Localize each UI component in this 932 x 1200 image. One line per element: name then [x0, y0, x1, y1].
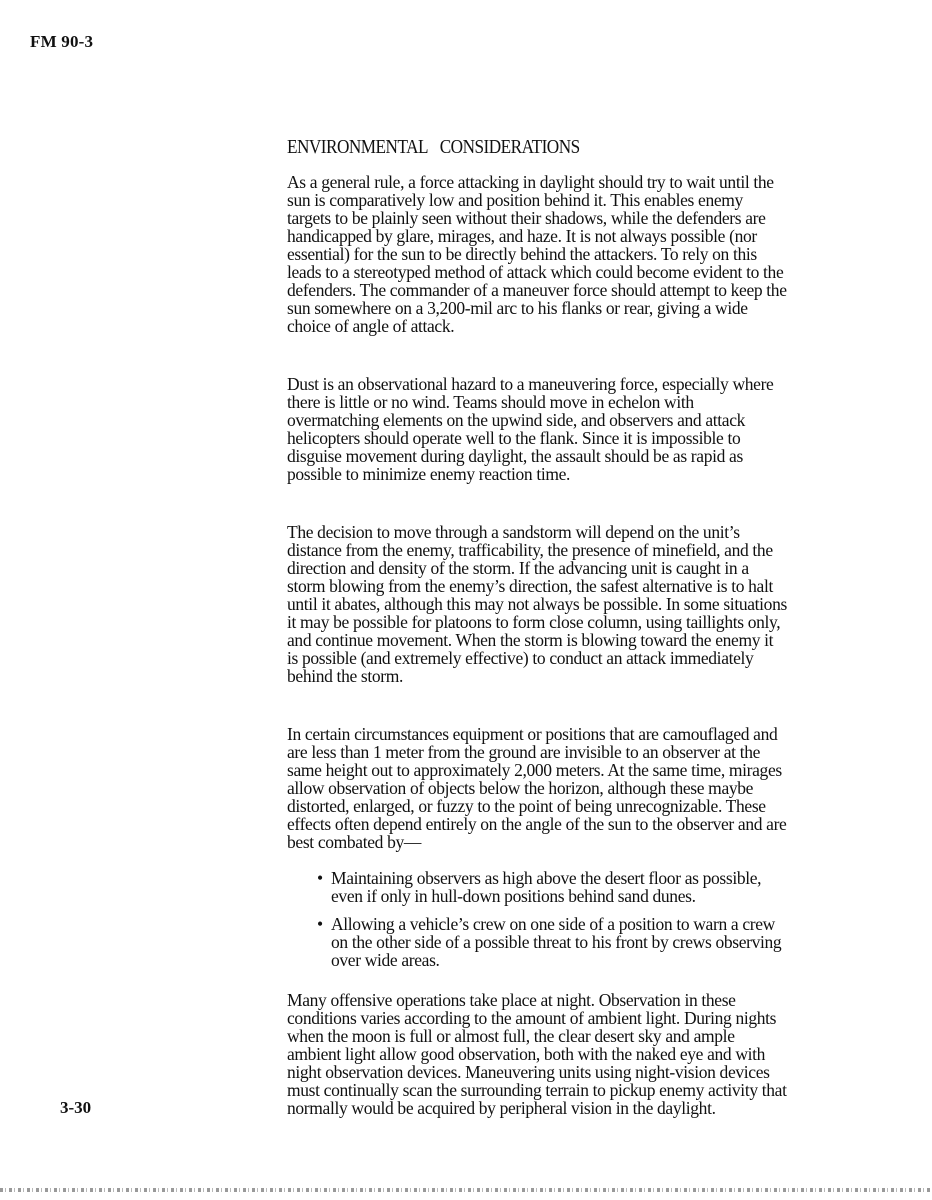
paragraph-night-operations: Many offensive operations take place at night. Observation in these conditions varies according to the amount of ambient light. During nights when the moon is full or almost full, the clear desert sky and ample ambient light allow good observation, both with the naked eye and with night observation devices. Maneuvering units using night-vision devices must continually scan the surrounding terrain to pickup enemy activity that normally would be acquired by peripheral vision in the daylight. — [287, 990, 787, 1118]
document-body — [287, 136, 787, 1117]
scan-artifact-line — [0, 1188, 932, 1192]
paragraph-camouflage-mirages: In certain circumstances equipment or positions that are camouflaged and are less than 1 meter from the ground are invisible to an observer at the same height out to approximately 2,000 meters. At the same time, mirages allow observation of objects below the horizon, although these maybe distorted, enlarged, or fuzzy to the point of being unrecognizable. These effects often depend entirely on the angle of the sun to the observer and are best combated by— — [287, 724, 787, 852]
bullet-text: Allowing a vehicle’s crew on one side of a position to warn a crew on the other side of a possible threat to his front by crews observing over wide areas. — [331, 914, 782, 970]
bullet-list — [287, 869, 787, 969]
bullet-icon: • — [317, 914, 323, 934]
bullet-text: Maintaining observers as high above the desert floor as possible, even if only in hull-down positions behind sand dunes. — [331, 868, 762, 906]
bullet-item-observers-height — [315, 869, 787, 905]
section-title: ENVIRONMENTAL CONSIDERATIONS — [287, 136, 580, 158]
manual-code-header: FM 90-3 — [30, 32, 94, 51]
paragraph-dust-hazard: Dust is an observational hazard to a maneuvering force, especially where there is little or no wind. Teams should move in echelon with overmatching elements on the upwind side, and observers and attack helicopters should operate well to the flank. Since it is impossible to disguise movement during daylight, the assault should be as rapid as possible to minimize enemy reaction time. — [287, 374, 774, 484]
page-number: 3-30 — [60, 1098, 92, 1117]
paragraph-sandstorm: The decision to move through a sandstorm will depend on the unit’s distance from the enemy, trafficability, the presence of minefield, and the direction and density of the storm. If the advancing unit is caught in a storm blowing from the enemy’s direction, the safest alternative is to halt until it abates, although this may not always be possible. In some situations it may be possible for platoons to form close column, using taillights only, and continue movement. When the storm is blowing toward the enemy it is possible (and extremely effective) to conduct an attack immediately behind the storm. — [287, 522, 787, 686]
paragraph-sun-position: As a general rule, a force attacking in daylight should try to wait until the sun is comparatively low and position behind it. This enables enemy targets to be plainly seen without their shadows, while the defenders are handicapped by glare, mirages, and haze. It is not always possible (nor essential) for the sun to be directly behind the attackers. To rely on this leads to a stereotyped method of attack which could become evident to the defenders. The commander of a maneuver force should attempt to keep the sun somewhere on a 3,200-mil arc to his flanks or rear, giving a wide choice of angle of attack. — [287, 172, 787, 336]
bullet-icon: • — [317, 868, 323, 888]
bullet-item-vehicle-crew-warning — [315, 915, 787, 969]
